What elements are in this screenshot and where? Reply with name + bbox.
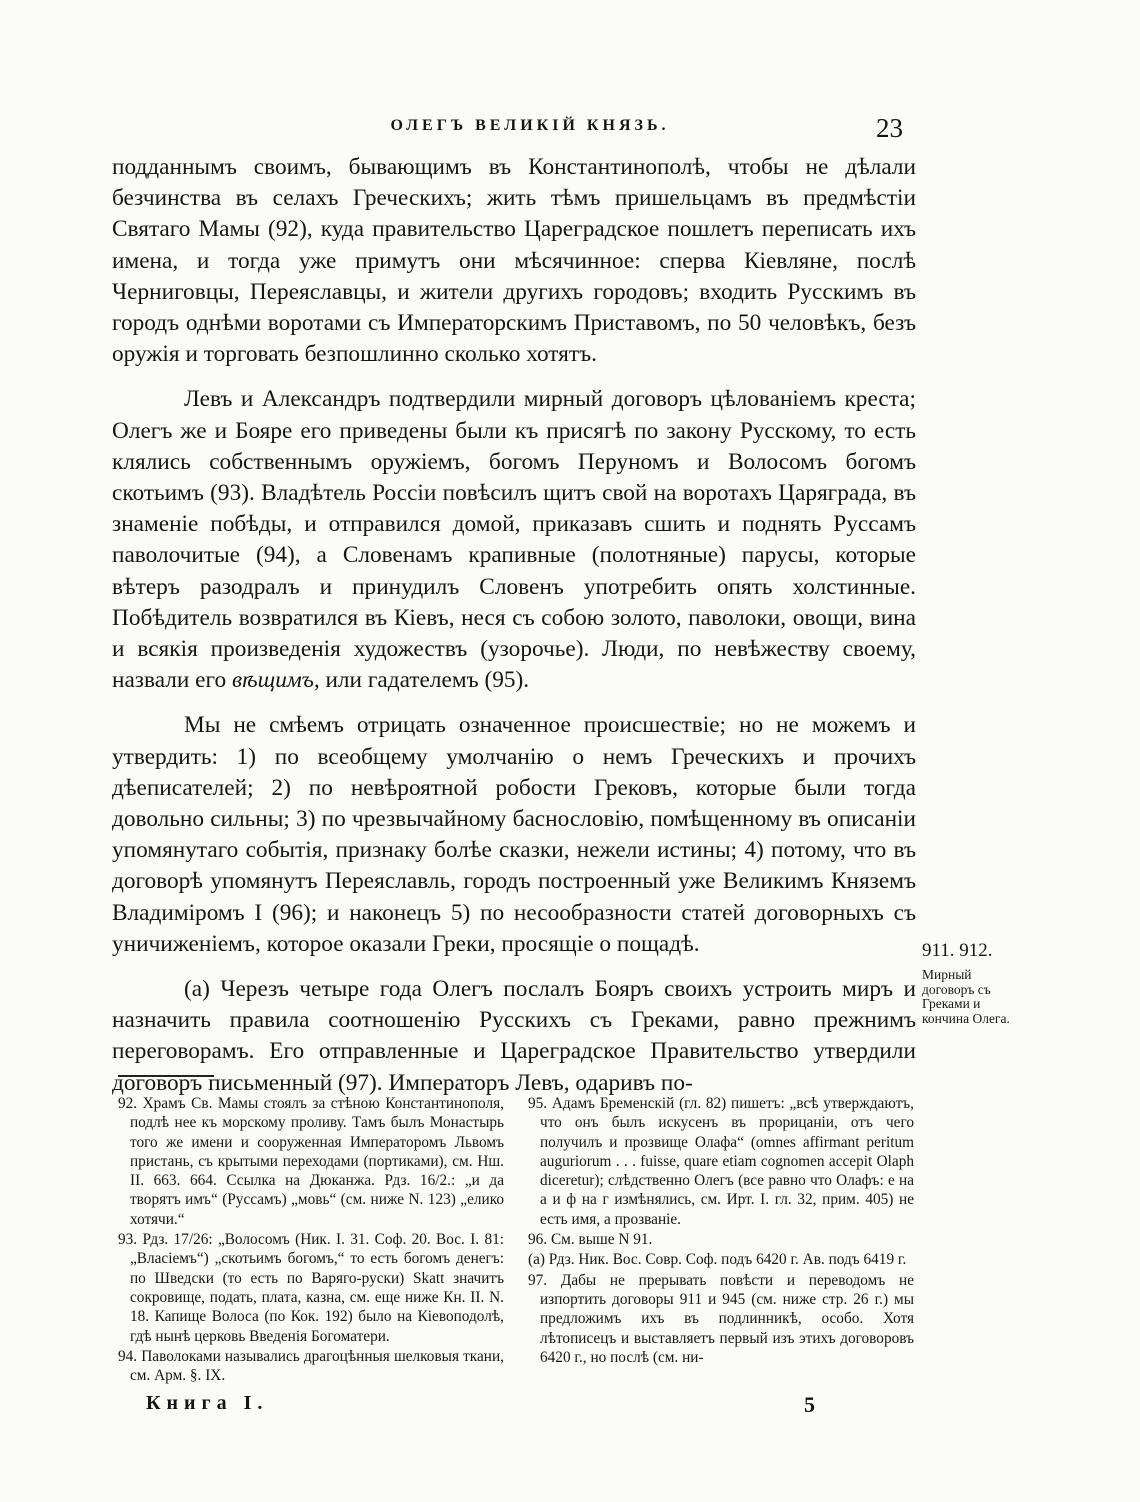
footnote-93: 93. Рдз. 17/26: „Волосомъ (Ник. I. 31. Соф. 20. Вос. I. 81: „Власіемъ“) „скотьимъ богомъ,“ то есть богомъ денегъ: по Шведски (то есть по Варяго-руски) Skatt значитъ сокровище, подать, плата, казна, см. еще ниже Кн. II. N. 18. Капище Волоса (по Кок. 192) было на Кіевоподолѣ, гдѣ нынѣ церковь Введенія Богоматери.	[118, 1231, 504, 1345]
running-title: ОЛЕГЪ ВЕЛИКІЙ КНЯЗЬ.	[390, 117, 670, 134]
margin-note-text: Мирный договоръ съ Греками и кончина Олега.	[922, 967, 1010, 1026]
footnote-a: (а) Рдз. Ник. Вос. Совр. Соф. подъ 6420 г. Ав. подъ 6419 г.	[528, 1251, 907, 1269]
footnote-92: 92. Храмъ Св. Мамы стоялъ за стѣною Константинополя, подлѣ нее къ морскому проливу. Тамъ былъ Монастырь того же имени и сооруженная Императоромъ Львомъ пристань, съ крытыми переходами (портиками), см. Нш. II. 663. 664. Ссылка на Дюканжа. Рдз. 16/2.: „и да творятъ имъ“ (Руссамъ) „мовь“ (см. ниже N. 123) „елико хотячи.“	[118, 1095, 504, 1228]
paragraph-2-end: или гадателемъ (95).	[325, 667, 530, 694]
footnote-96: 96. См. выше N 91.	[528, 1231, 653, 1249]
footnote-94: 94. Паволоками назывались драгоцѣнныя шелковыя ткани, см. Арм. §. IX.	[118, 1347, 504, 1385]
footnote-divider	[118, 1075, 214, 1077]
paragraph-4: (а) Черезъ четыре года Олегъ послалъ Бояръ своихъ устроить миръ и назначить правила соотношенію Русскихъ съ Греками, равно прежнимъ переговорамъ. Его отправленные и Цареградское Правительство утвердили договоръ письменный (97). Императоръ Левъ, одаривъ по-	[112, 976, 916, 1096]
paragraph-3: Мы не смѣемъ отрицать означенное происшествіе; но не можемъ и утвердить: 1) по всеобщему умолчанію о немъ Греческихъ и прочихъ дѣеписателей; 2) по невѣроятной робости Грековъ, которые были тогда довольно сильны; 3) по чрезвычайному баснословію, помѣщенному въ описаніи упомянутаго событія, признаку болѣе сказки, нежели истины; 4) потому, что въ договорѣ упомянутъ Переяславль, городъ построенный уже Великимъ Княземъ Владиміромъ I (96); и наконецъ 5) по несообразности статей договорныхъ съ уничиженіемъ, которое оказали Греки, просящіе о пощадѣ.	[112, 712, 916, 957]
page-number: 23	[876, 113, 903, 143]
page-footer	[146, 1392, 846, 1422]
paragraph-2-text: Левъ и Александръ подтвердили мирный договоръ цѣлованіемъ креста; Олегъ же и Бояре его приведены были къ присягѣ по закону Русскому, то есть клялись собственнымъ оружіемъ, богомъ Перуномъ и Волосомъ богомъ скотьимъ (93). Владѣтель Россіи повѣсилъ щитъ свой на воротахъ Царяграда, въ знаменіе побѣды, и отправился домой, приказавъ сшить и поднять Руссамъ паволочитые (94), а Словенамъ крапивные (полотняные) парусы, которые вѣтеръ разодралъ и принудилъ Словенъ употребить опять холстинные. Побѣдитель возвратился въ Кіевъ, неся съ собою золото, паволоки, овощи, вина и всякія произведенія художествъ (узорочье). Люди, по невѣжеству своему, назвали его	[112, 386, 916, 694]
main-text	[112, 152, 916, 1099]
margin-note	[922, 936, 1022, 1026]
footnotes-right-column	[528, 1094, 914, 1368]
footnotes-left-column	[118, 1094, 504, 1386]
footnote-95: 95. Адамъ Бременскій (гл. 82) пишетъ: „всѣ утверждаютъ, что онъ былъ искусенъ въ прорицаніи, отъ чего получилъ и прозвище Олафа“ (omnes affirmant peritum auguriorum . . . fuisse, quare etiam cognomen accepit Olaph diceretur); слѣдственно Олегъ (все равно что Олафъ: е на а и ф на г измѣнялись, см. Ирт. I. гл. 32, прим. 405) не есть имя, а прозваніе.	[528, 1095, 914, 1228]
paragraph-2-italic: вѣщимъ,	[231, 667, 320, 694]
page-header	[110, 113, 920, 149]
paragraph-2	[112, 384, 916, 696]
margin-note-years: 911. 912.	[922, 940, 993, 961]
book-signature: Книга I.	[146, 1392, 269, 1414]
sheet-number: 5	[804, 1392, 815, 1417]
paragraph-1: подданнымъ своимъ, бывающимъ въ Константинополѣ, чтобы не дѣлали безчинства въ селахъ Греческихъ; жить тѣмъ пришельцамъ въ предмѣстіи Святаго Мамы (92), куда правительство Цареградское пошлетъ переписать ихъ имена, и тогда уже примутъ они мѣсячинное: сперва Кіевляне, послѣ Черниговцы, Переяславцы, и жители другихъ городовъ; входить Русскимъ въ городъ однѣми воротами съ Императорскимъ Приставомъ, по 50 человѣкъ, безъ оружія и торговать безпошлинно сколько хотятъ.	[112, 154, 916, 368]
footnote-97: 97. Дабы не прерывать повѣсти и переводомъ не изпортить договоры 911 и 945 (см. ниже стр. 26 г.) мы предложимъ ихъ въ подлинникѣ, особо. Хотя лѣтописецъ и выставляетъ первый изъ этихъ договоровъ 6420 г., но послѣ (см. ни-	[528, 1271, 914, 1366]
